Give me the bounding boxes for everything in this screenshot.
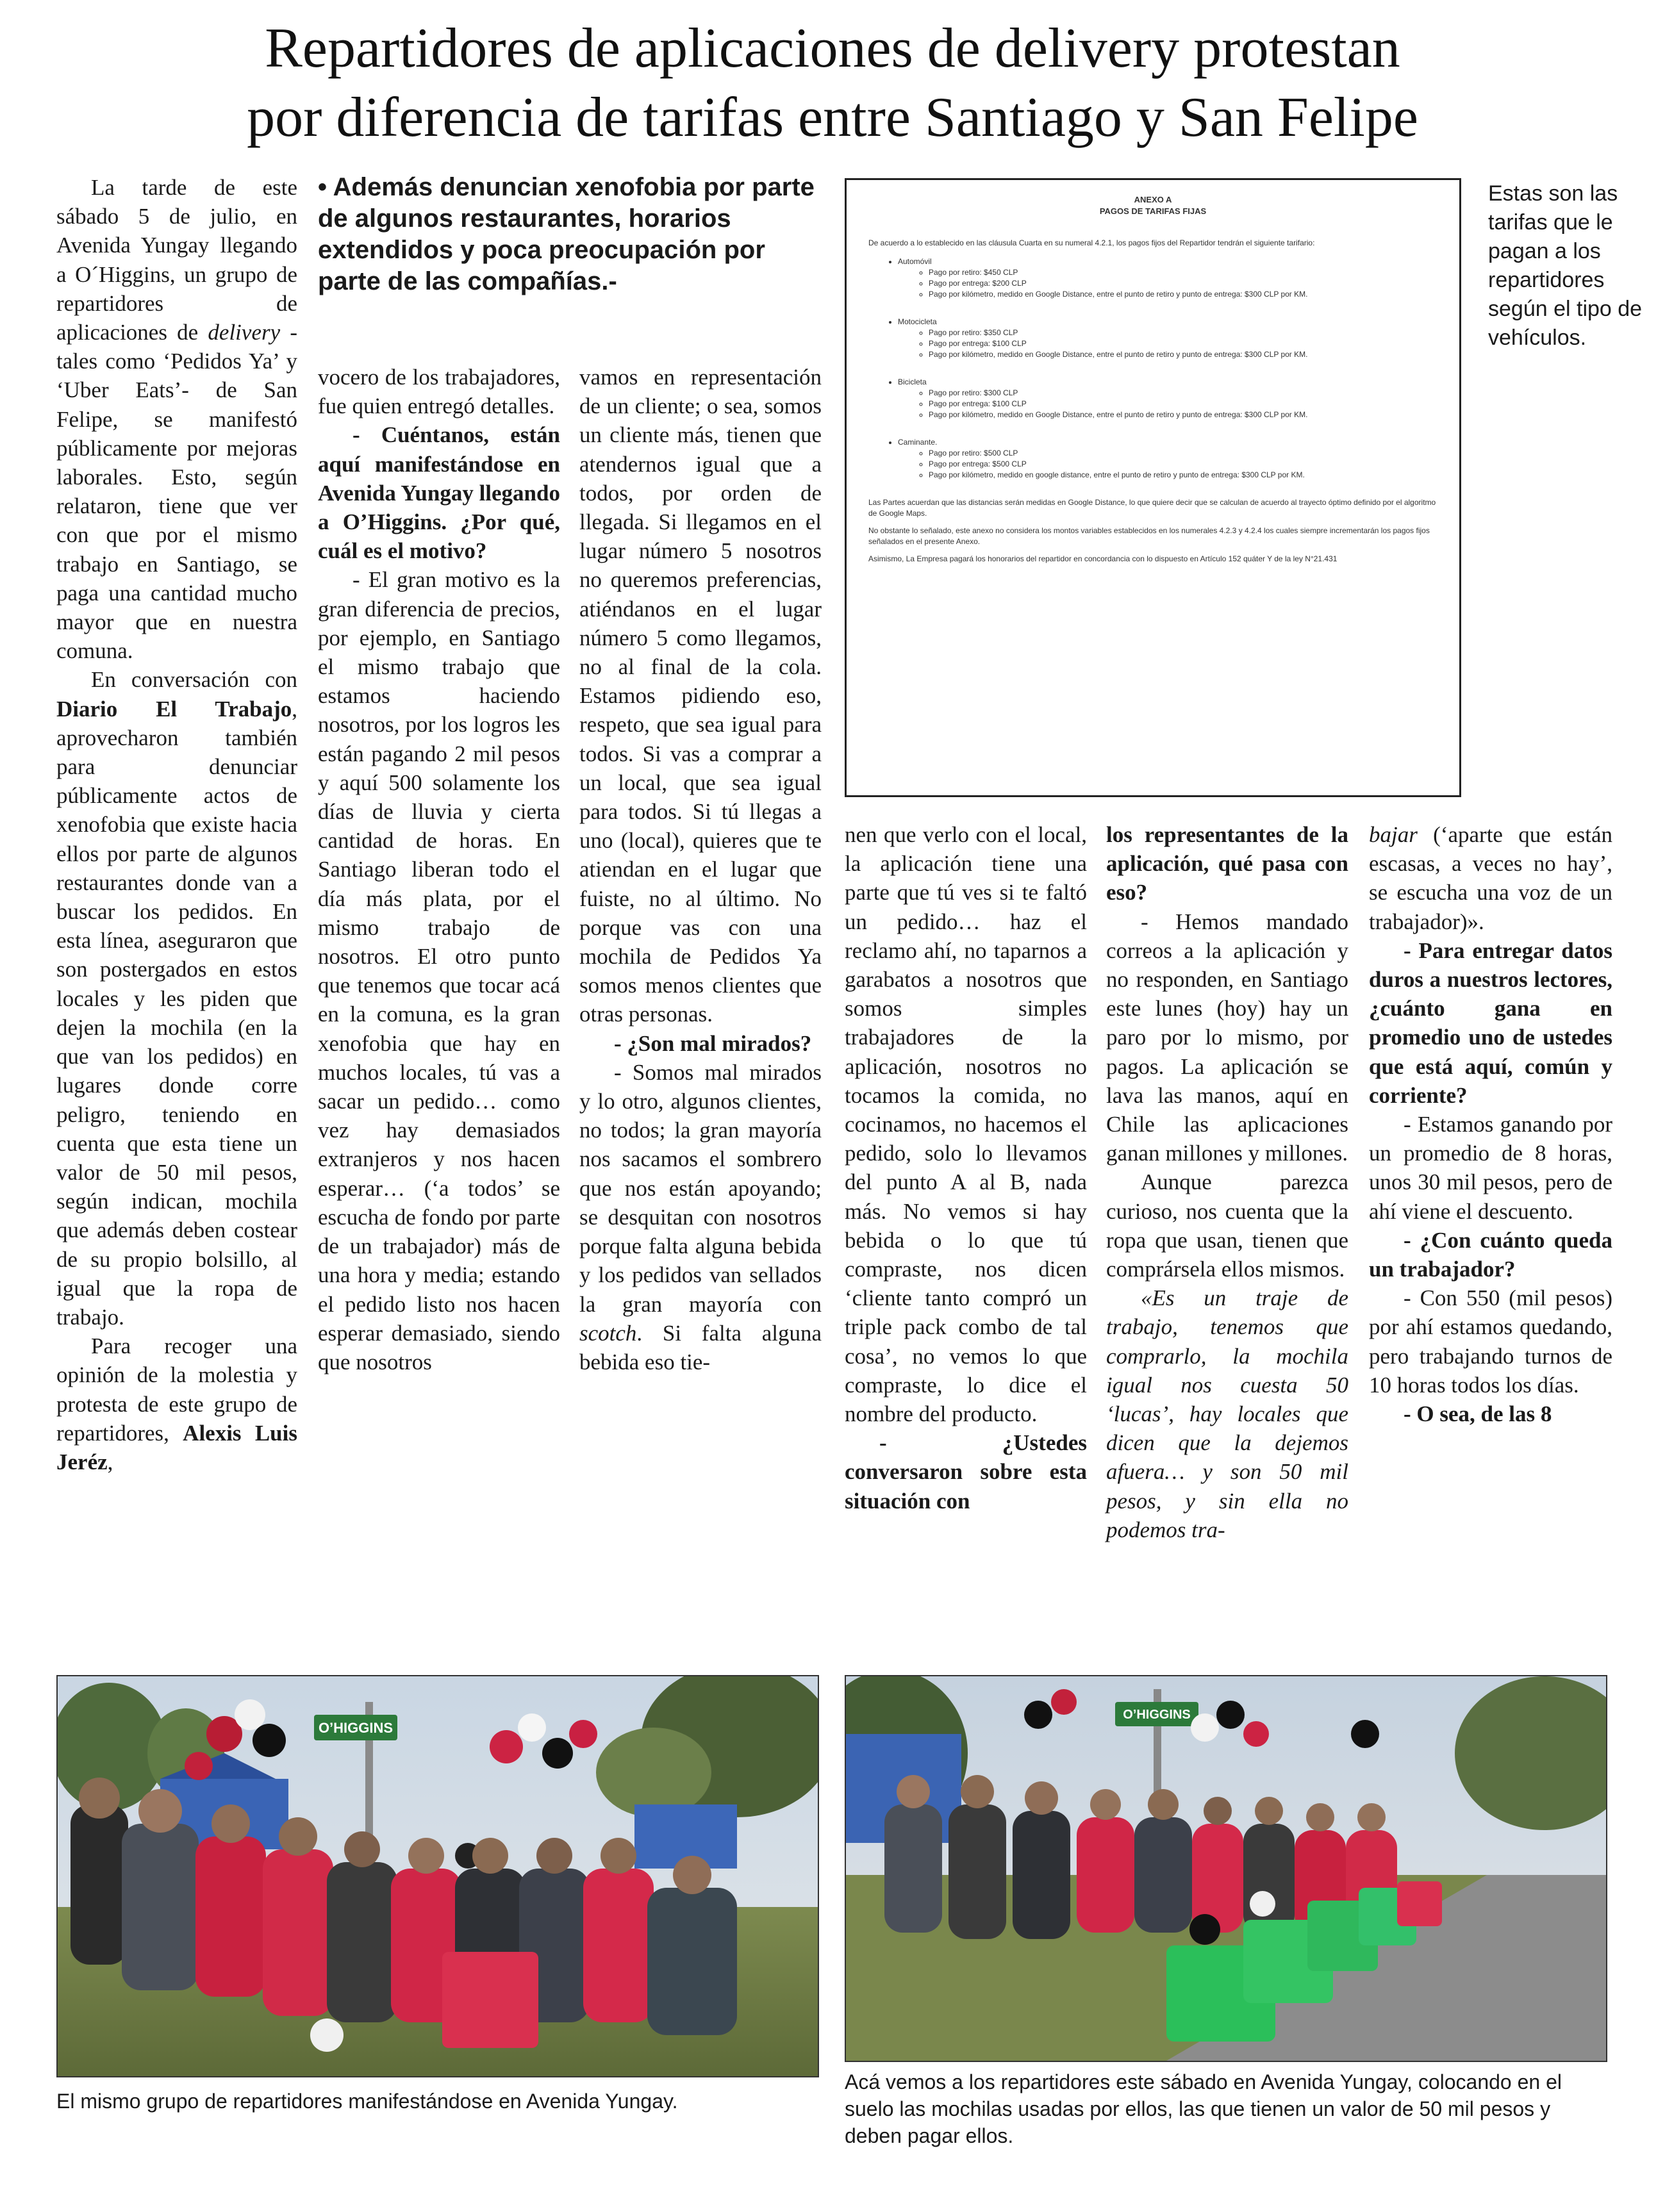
tariff-item: ◦ Pago por entrega: $100 CLP	[929, 338, 1459, 349]
backpacks-illustration	[846, 1676, 1606, 2061]
interview-answer: - El gran motivo es la gran diferencia de precios, por ejemplo, en Santiago el mismo trabajo que estamos haciendo nosotros, por los logros les están pagando 2 mil pesos y aquí 500 solamente los días de lluvia y cierta cantidad de horas. En Santiago liberan todo el día más plata, por el mismo trabajo de nosotros. El otro punto que tenemos que tocar acá en la comuna, es la gran xenofobia que hay en muchos locales, tú vas a sacar un pedido… como vez hay demasiados extranjeros y nos hacen esperar… (‘a todos’ se escucha de fondo por parte de un trabajador) más de una hora y media; estando el pedido listo nos hacen esperar demasiado, siendo que nosotros	[318, 567, 560, 1374]
article-column-1	[56, 173, 297, 1476]
tariff-item: ◦ Pago por kilómetro, medido en Google Distance, entre el punto de retiro y punto de entrega: $300 CLP por KM.	[929, 409, 1459, 420]
interview-answer: - Estamos ganando por un promedio de 8 horas, unos 30 mil pesos, pero de ahí viene el descuento.	[1369, 1112, 1612, 1224]
vehicle-name: Automóvil	[898, 257, 932, 266]
tariff-item: ◦ Pago por kilómetro, medido en Google Distance, entre el punto de retiro y punto de entrega: $300 CLP por KM.	[929, 289, 1459, 300]
interview-question: - O sea, de las 8	[1404, 1401, 1552, 1427]
protest-group-illustration	[58, 1676, 818, 2076]
vehicle-type	[898, 317, 1459, 360]
interview-question: - Para entregar datos duros a nuestros lectores, ¿cuánto gana en promedio uno de ustedes que está aquí, común y corriente?	[1369, 937, 1612, 1108]
interview-answer: - Somos mal mirados y lo otro, algunos clientes, no todos; la gran mayoría nos sacamos el sombrero que nos están apoyando; se desquitan con nosotros porque falta alguna bebida y los pedidos van sellados la gran mayoría con scotch. Si falta alguna bebida eso tie-	[579, 1059, 822, 1374]
tariff-items	[898, 327, 1459, 360]
tariff-item: ◦ Pago por retiro: $450 CLP	[929, 267, 1459, 278]
interview-answer: vamos en representación de un cliente; o sea, somos un cliente más, tienen que atendernos igual que a todos, por orden de llegada. Si llegamos en el lugar número 5 nosotros no queremos preferencias, atiéndanos en el lugar número 5 como llegamos, no al final de la cola. Estamos pidiendo eso, respeto, que sea igual para todos. Si vas a comprar a un local, que sea igual para todos. Si tú llegas a uno (local), quieres que te atiendan en el lugar que fuiste, no al último. No porque vas con una mochila de Pedidos Ya somos menos clientes que otras personas.	[579, 365, 822, 1027]
photo-caption-2: Acá vemos a los repartidores este sábado en Avenida Yungay, colocando en el suelo las mochilas usadas por ellos, las que tienen un valor de 50 mil pesos y deben pagar ellos.	[845, 2070, 1562, 2147]
interview-question: - Cuéntanos, están aquí manifestándose en Avenida Yungay llegando a O’Higgins. ¿Por qué, cuál es el motivo?	[318, 422, 560, 564]
lead-summary: • Además denuncian xenofobia por parte de algunos restaurantes, horarios extendidos y poca preocupación por parte de las compañías.-	[318, 173, 815, 295]
tariff-item: ◦ Pago por retiro: $350 CLP	[929, 327, 1459, 338]
article-column-4	[845, 820, 1087, 1515]
tariff-items	[898, 448, 1459, 481]
spokesperson-name: Alexis Luis Jeréz	[56, 1420, 297, 1474]
interview-answer: nen que verlo con el local, la aplicación tiene una parte que tú ves si te faltó un pedido… haz el reclamo ahí, no taparnos a garabatos a nosotros que somos simples trabajadores de la aplicación, nosotros no tocamos la comida, no cocinamos, no hacemos el pedido, solo lo llevamos del punto A al B, nada más. No vemos si hay bebida o lo que tú compraste, nos dicen ‘cliente tanto compró un triple pack combo de tal cosa’, no vemos lo que compraste, lo dice el nombre del producto.	[845, 822, 1087, 1427]
headline-line-1: Repartidores de aplicaciones de delivery protestan	[265, 17, 1400, 79]
tariff-item: ◦ Pago por entrega: $200 CLP	[929, 278, 1459, 289]
tariff-item: ◦ Pago por entrega: $500 CLP	[929, 459, 1459, 470]
vehicle-type	[898, 377, 1459, 420]
article-column-5	[1106, 820, 1348, 1544]
headline	[38, 14, 1627, 153]
document-note: No obstante lo señalado, este anexo no considera los montos variables establecidos en los numerales 4.2.3 y 4.2.4 los cuales siempre incrementarán los pagos fijos señalados en el presente Anexo.	[868, 526, 1430, 546]
paragraph: Para recoger una opinión de la molestia y protesta de este grupo de repartidores, Alexis Luis Jeréz,	[56, 1333, 297, 1474]
street-sign: O’HIGGINS	[318, 1720, 393, 1736]
interview-question: los representantes de la aplicación, qué pasa con eso?	[1106, 822, 1348, 905]
tariff-item: ◦ Pago por retiro: $300 CLP	[929, 388, 1459, 399]
tariff-item: ◦ Pago por kilómetro, medido en Google Distance, entre el punto de retiro y punto de entrega: $300 CLP por KM.	[929, 349, 1459, 360]
vehicle-type	[898, 256, 1459, 300]
article-column-3	[579, 363, 822, 1376]
tariff-item: ◦ Pago por retiro: $500 CLP	[929, 448, 1459, 459]
vehicle-name: Bicicleta	[898, 377, 927, 386]
interview-question: - ¿Son mal mirados?	[614, 1030, 812, 1056]
interview-question: - ¿Ustedes conversaron sobre esta situación con	[845, 1430, 1087, 1514]
interview-answer: - Hemos mandado correos a la aplicación y no responden, en Santiago este lunes (hoy) hay un paro por lo mismo, por pagos. La aplicación se lava las manos, aquí en Chile las aplicaciones ganan millones y millones.	[1106, 909, 1348, 1166]
tariff-item: ◦ Pago por entrega: $100 CLP	[929, 399, 1459, 409]
paragraph: En conversación con Diario El Trabajo, aprovecharon también para denunciar públicamente actos de xenofobia que existe hacia ellos por parte de algunos restaurantes donde van a buscar los pedidos. En esta línea, aseguraron que son postergados en estos locales y les piden que dejen la mochila (en la que van los pedidos) en lugares donde corre peligro, teniendo en cuenta que esta tiene un valor de 50 mil pesos, según indican, mochila que además deben costear de su propio bolsillo, al igual que la ropa de trabajo.	[56, 667, 297, 1330]
interview-answer: - Con 550 (mil pesos) por ahí estamos quedando, pero trabajando turnos de 10 horas todos los días.	[1369, 1285, 1612, 1398]
photo-caption-1: El mismo grupo de repartidores manifestándose en Avenida Yungay.	[56, 2090, 678, 2113]
headline-line-2: por diferencia de tarifas entre Santiago y San Felipe	[247, 87, 1418, 149]
tariff-item: ◦ Pago por kilómetro, medido en google distance, entre el punto de retiro y punto de entrega: $300 CLP por KM.	[929, 470, 1459, 481]
interview-question: - ¿Con cuánto queda un trabajador?	[1369, 1227, 1612, 1282]
tariff-document-image	[845, 178, 1461, 797]
vehicle-name: Motocicleta	[898, 317, 937, 326]
newspaper-name: Diario El Trabajo	[56, 696, 292, 722]
vehicle-type	[898, 437, 1459, 481]
quote: bajar (‘aparte que están escasas, a veces no hay’, se escucha una voz de un trabajador)».	[1369, 822, 1612, 934]
vehicle-tariff-list	[847, 256, 1459, 481]
paragraph: La tarde de este sábado 5 de julio, en Avenida Yungay llegando a O´Higgins, un grupo de repartidores de aplicaciones de delivery -tales como ‘Pedidos Ya’ y ‘Uber Eats’- de San Felipe, se manifestó públicamente por mejoras laborales. Esto, según relataron, tiene que ver con que por el mismo trabajo en Santiago, se paga una cantidad mucho mayor que en nuestra comuna.	[56, 175, 297, 664]
vehicle-name: Caminante.	[898, 438, 938, 447]
paragraph: vocero de los trabajadores, fue quien entregó detalles.	[318, 365, 560, 419]
tariff-items	[898, 388, 1459, 420]
document-title: ANEXO A PAGOS DE TARIFAS FIJAS	[1099, 195, 1207, 216]
quote: «Es un traje de trabajo, tenemos que comprarlo, la mochila igual nos cuesta 50 ‘lucas’, hay locales que dicen que la dejemos afuera… y son 50 mil pesos, y sin ella no podemos tra-	[1106, 1285, 1348, 1542]
street-sign: O’HIGGINS	[1123, 1708, 1191, 1722]
article-column-6	[1369, 820, 1612, 1428]
tariff-items	[898, 267, 1459, 300]
article-column-2	[318, 363, 560, 1376]
document-note: Las Partes acuerdan que las distancias serán medidas en Google Distance, lo que quiere decir que se calculan de acuerdo al trayecto óptimo definido por el algoritmo de Google Maps.	[868, 498, 1436, 518]
document-note: Asimismo, La Empresa pagará los honorarios del repartidor en concordancia con lo dispuesto en Artículo 152 quáter Y de la ley N°21.431	[868, 554, 1338, 563]
document-intro: De acuerdo a lo establecido en las cláusula Cuarta en su numeral 4.2.1, los pagos fijos del Repartidor tendrán el siguiente tarifario:	[868, 238, 1315, 247]
document-caption: Estas son las tarifas que le pagan a los repartidores según el tipo de vehículos.	[1488, 181, 1643, 350]
protest-group-photo	[56, 1675, 819, 2077]
backpacks-on-ground-photo	[845, 1675, 1607, 2062]
paragraph: Aunque parezca curioso, nos cuenta que la ropa que usan, tienen que comprársela ellos mismos.	[1106, 1169, 1348, 1282]
